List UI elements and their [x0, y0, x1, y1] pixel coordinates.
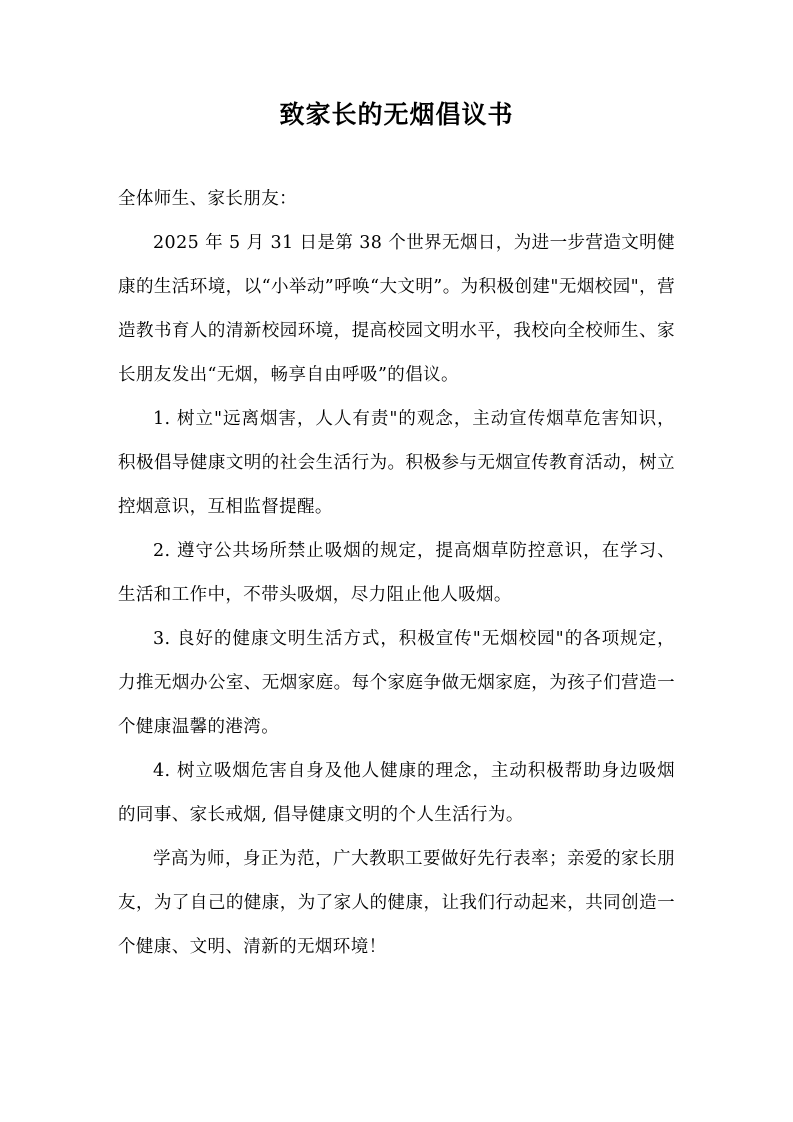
paragraph-item-1: 1. 树立"远离烟害，人人有责"的观念，主动宣传烟草危害知识，积极倡导健康文明的社会生活行为。积极参与无烟宣传教育活动，树立控烟意识，互相监督提醒。	[118, 409, 675, 517]
document-body	[118, 177, 675, 969]
page-title: 致家长的无烟倡议书	[279, 100, 514, 129]
paragraph-item-4: 4. 树立吸烟危害自身及他人健康的理念，主动积极帮助身边吸烟的同事、家长戒烟, 倡导健康文明的个人生活行为。	[118, 761, 675, 825]
paragraph-item-3: 3. 良好的健康文明生活方式，积极宣传"无烟校园"的各项规定，力推无烟办公室、无烟家庭。每个家庭争做无烟家庭，为孩子们营造一个健康温馨的港湾。	[118, 629, 675, 737]
paragraph-closing: 学高为师，身正为范，广大教职工要做好先行表率；亲爱的家长朋友，为了自己的健康，为了家人的健康，让我们行动起来，共同创造一个健康、文明、清新的无烟环境！	[118, 849, 675, 957]
paragraph-salutation: 全体师生、家长朋友：	[118, 189, 297, 209]
paragraph-item-2: 2. 遵守公共场所禁止吸烟的规定，提高烟草防控意识，在学习、生活和工作中，不带头吸烟，尽力阻止他人吸烟。	[118, 541, 675, 605]
paragraph-intro: 2025 年 5 月 31 日是第 38 个世界无烟日，为进一步营造文明健康的生活环境，以“小举动”呼唤“大文明”。为积极创建"无烟校园"，营造教书育人的清新校园环境，提高校园文明水平，我校向全校师生、家长朋友发出“无烟，畅享自由呼吸”的倡议。	[118, 233, 675, 385]
